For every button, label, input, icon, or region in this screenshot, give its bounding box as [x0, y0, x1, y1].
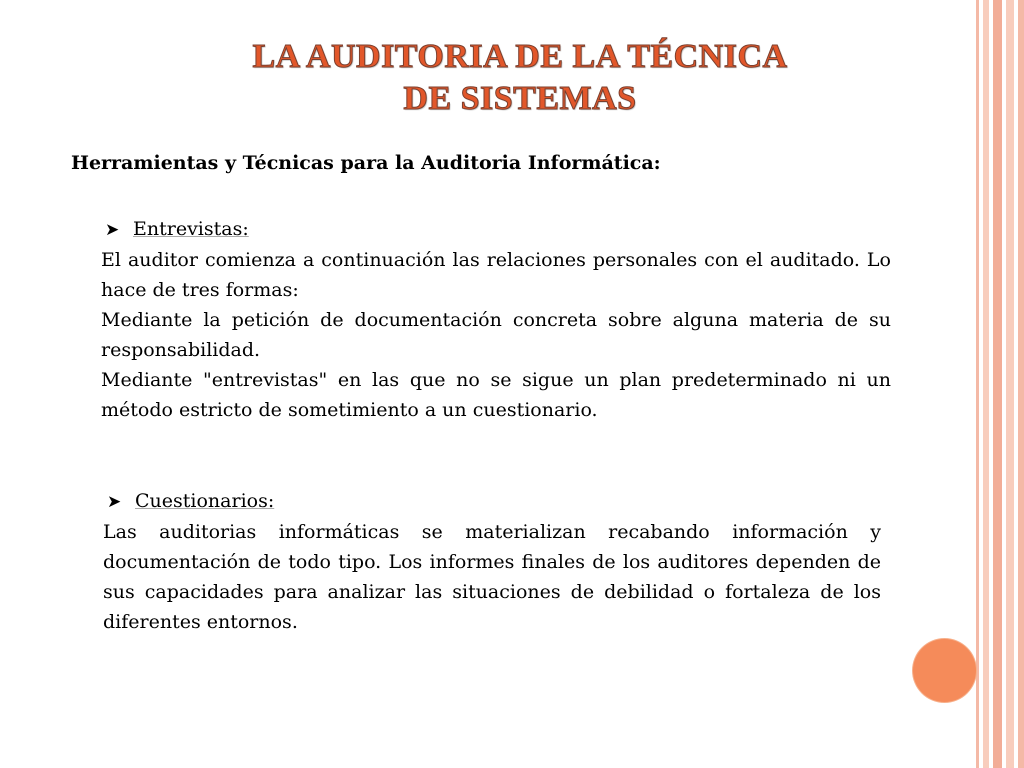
stripe — [1018, 0, 1024, 768]
stripe — [983, 0, 989, 768]
slide-title — [190, 36, 850, 120]
decorative-stripes — [976, 0, 1024, 768]
slide-title-line-1: LA AUDITORIA DE LA TÉCNICA — [252, 38, 788, 75]
stripe — [1006, 0, 1014, 768]
section-heading — [107, 486, 881, 517]
decorative-circle — [913, 639, 976, 702]
slide-title-line-2: DE SISTEMAS — [403, 80, 637, 117]
stripe — [993, 0, 1002, 768]
paragraph: Mediante "entrevistas" en las que no se sigue un plan predeterminado ni un método estricto de sometimiento a un cuestionario. — [101, 369, 891, 421]
section-heading — [105, 214, 891, 245]
arrowhead-bullet-icon: ➤ — [107, 492, 122, 512]
paragraph: Las auditorias informáticas se materializan recabando información y documentación de todo tipo. Los informes finales de los auditores dependen de sus capacidades para analizar las situaciones de debilidad o fortaleza de los diferentes entornos. — [103, 521, 881, 633]
stripe — [976, 0, 979, 768]
section-cuestionarios — [103, 486, 881, 637]
slide-subtitle: Herramientas y Técnicas para la Auditoria Informática: — [71, 152, 661, 174]
arrowhead-bullet-icon: ➤ — [105, 220, 120, 240]
section-heading-label: Entrevistas: — [133, 218, 249, 240]
paragraph: Mediante la petición de documentación concreta sobre alguna materia de su responsabilidad. — [101, 309, 891, 361]
section-entrevistas — [101, 214, 891, 425]
section-heading-label: Cuestionarios: — [135, 490, 275, 512]
paragraph: El auditor comienza a continuación las relaciones personales con el auditado. Lo hace de tres formas: — [101, 249, 891, 301]
